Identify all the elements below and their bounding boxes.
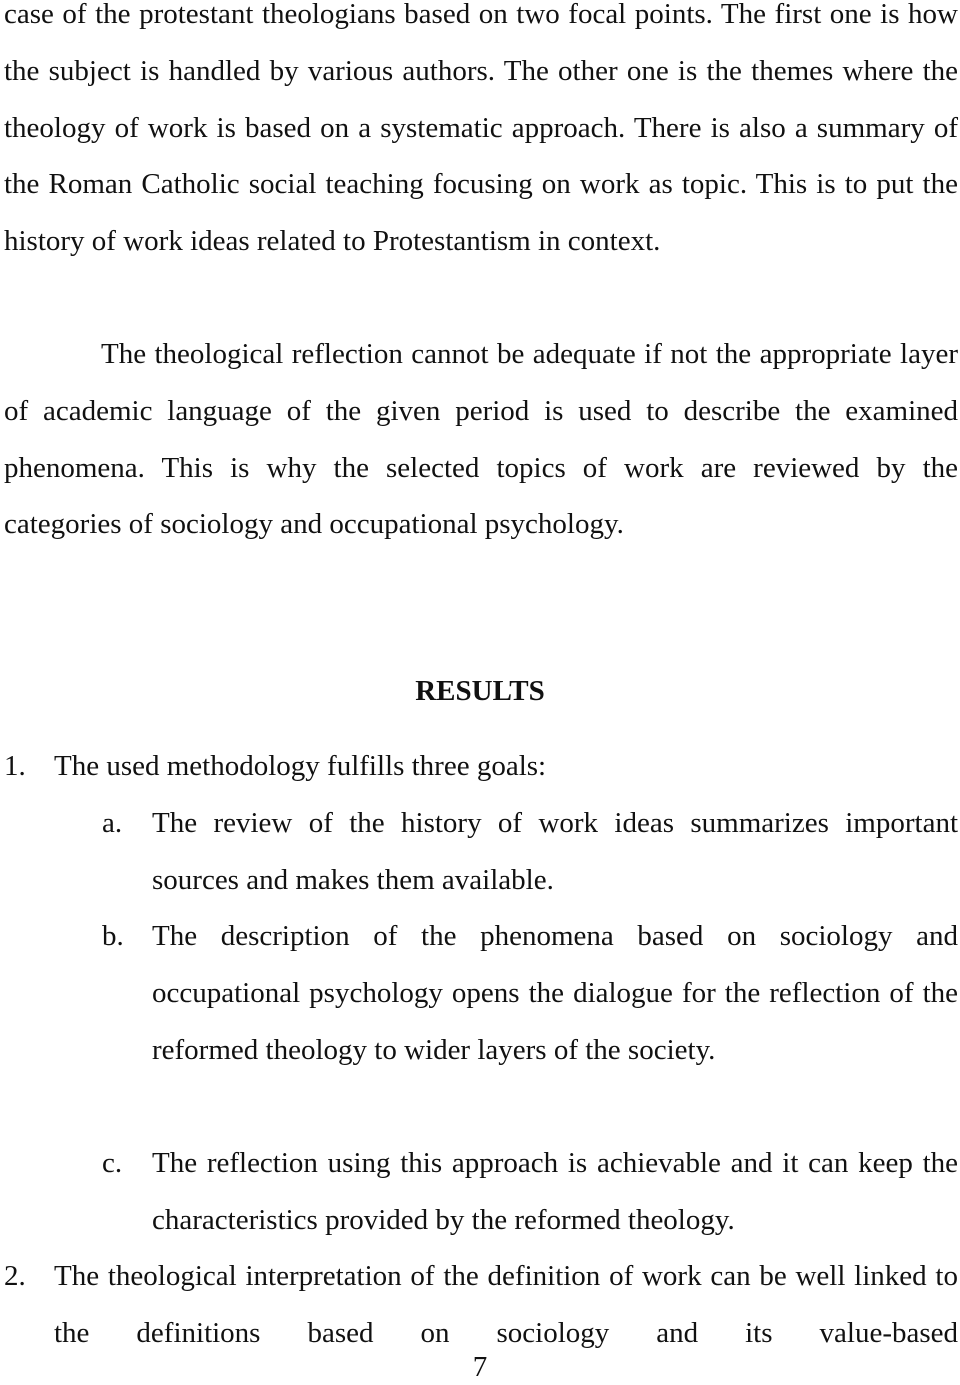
list-item-1	[4, 738, 958, 795]
list-item-2	[4, 1248, 958, 1362]
page-number: 7	[472, 1351, 488, 1383]
list-item-1-text: The used methodology fulfills three goals:	[54, 750, 547, 782]
sub-item-a-text: The review of the history of work ideas summarizes important sources and makes them available.	[152, 807, 958, 896]
sub-marker-a: a.	[102, 807, 123, 839]
sub-marker-b: b.	[102, 920, 124, 952]
sub-marker-c: c.	[102, 1147, 123, 1179]
body-paragraph-1: case of the protestant theologians based on two focal points. The first one is how the subject is handled by various authors. The other one is the themes where the theology of work is based on a systematic approach. There is also a summary of the Roman Catholic social teaching focusing on work as topic. This is to put the history of work ideas related to Protestantism in context.	[4, 0, 958, 258]
list-marker-2: 2.	[4, 1260, 26, 1292]
sub-item-c	[102, 1135, 958, 1249]
sub-item-b-text: The description of the phenomena based on sociology and occupational psychology opens the dialogue for the reflection of the reformed theology to wider layers of the society.	[152, 920, 958, 1066]
list-item-2-text: The theological interpretation of the definition of work can be well linked to the definitions based on sociology and its value-based	[54, 1260, 958, 1349]
list-marker-1: 1.	[4, 750, 26, 782]
sub-item-a	[102, 795, 958, 909]
sub-item-c-text: The reflection using this approach is achievable and it can keep the characteristics provided by the reformed theology.	[152, 1147, 958, 1236]
section-heading-results: RESULTS	[415, 675, 545, 707]
body-paragraph-2: The theological reflection cannot be adequate if not the appropriate layer of academic language of the given period is used to describe the examined phenomena. This is why the selected topics of work are reviewed by the categories of sociology and occupational psychology.	[4, 338, 958, 541]
sub-item-b	[102, 908, 958, 1078]
